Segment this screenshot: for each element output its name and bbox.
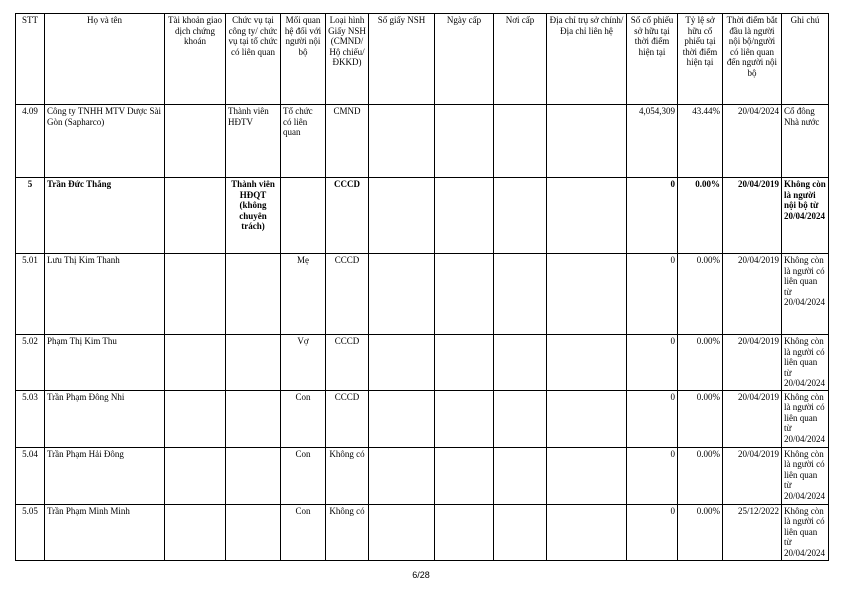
cell-address <box>547 390 627 447</box>
cell-address <box>547 178 627 254</box>
cell-ratio: 0.00% <box>678 447 723 504</box>
cell-relation: Tổ chức có liên quan <box>281 105 326 178</box>
header-account: Tài khoản giao dịch chứng khoán <box>165 14 226 105</box>
cell-issue-date <box>435 447 494 504</box>
cell-account <box>165 447 226 504</box>
cell-ratio: 43.44% <box>678 105 723 178</box>
cell-id-type: CCCD <box>326 335 369 391</box>
cell-address <box>547 447 627 504</box>
cell-id-no <box>369 447 435 504</box>
cell-ratio: 0.00% <box>678 178 723 254</box>
cell-issue-date <box>435 504 494 560</box>
cell-position: Thành viên HĐTV <box>226 105 281 178</box>
cell-ratio: 0.00% <box>678 504 723 560</box>
cell-shares: 0 <box>627 504 678 560</box>
cell-stt: 5.03 <box>16 390 45 447</box>
cell-stt: 5.05 <box>16 504 45 560</box>
cell-name: Công ty TNHH MTV Dược Sài Gòn (Sapharco) <box>45 105 165 178</box>
cell-shares: 0 <box>627 390 678 447</box>
cell-issue-date <box>435 178 494 254</box>
cell-stt: 4.09 <box>16 105 45 178</box>
header-id-no: Số giấy NSH <box>369 14 435 105</box>
header-relation: Mối quan hệ đối với người nội bộ <box>281 14 326 105</box>
cell-since: 25/12/2022 <box>723 504 782 560</box>
cell-account <box>165 254 226 335</box>
table-row <box>16 254 829 335</box>
cell-stt: 5 <box>16 178 45 254</box>
cell-issue-place <box>494 254 547 335</box>
cell-relation: Vợ <box>281 335 326 391</box>
cell-id-no <box>369 178 435 254</box>
header-issue-date: Ngày cấp <box>435 14 494 105</box>
cell-name: Phạm Thị Kim Thu <box>45 335 165 391</box>
cell-note: Không còn là người có liên quan từ 20/04/2024 <box>782 254 829 335</box>
cell-id-no <box>369 390 435 447</box>
cell-stt: 5.04 <box>16 447 45 504</box>
cell-relation <box>281 178 326 254</box>
cell-id-type: CCCD <box>326 390 369 447</box>
cell-relation: Con <box>281 390 326 447</box>
cell-issue-date <box>435 390 494 447</box>
table-row <box>16 390 829 447</box>
cell-shares: 0 <box>627 178 678 254</box>
cell-account <box>165 105 226 178</box>
header-stt: STT <box>16 14 45 105</box>
cell-ratio: 0.00% <box>678 254 723 335</box>
cell-issue-place <box>494 178 547 254</box>
cell-issue-place <box>494 447 547 504</box>
cell-since: 20/04/2019 <box>723 335 782 391</box>
cell-since: 20/04/2024 <box>723 105 782 178</box>
header-since: Thời điểm bắt đầu là người nội bộ/người có liên quan đến người nội bộ <box>723 14 782 105</box>
cell-address <box>547 335 627 391</box>
cell-id-no <box>369 335 435 391</box>
cell-account <box>165 178 226 254</box>
cell-issue-date <box>435 105 494 178</box>
cell-account <box>165 504 226 560</box>
header-note: Ghi chú <box>782 14 829 105</box>
cell-stt: 5.01 <box>16 254 45 335</box>
cell-id-type: CCCD <box>326 178 369 254</box>
table-row <box>16 447 829 504</box>
cell-issue-date <box>435 254 494 335</box>
header-position: Chức vụ tại công ty/ chức vụ tại tổ chức có liên quan <box>226 14 281 105</box>
cell-name: Trần Phạm Đông Nhi <box>45 390 165 447</box>
page-number: 6/28 <box>412 570 430 580</box>
header-address: Địa chỉ trụ sở chính/Địa chỉ liên hệ <box>547 14 627 105</box>
table-row <box>16 105 829 178</box>
cell-ratio: 0.00% <box>678 390 723 447</box>
cell-issue-place <box>494 504 547 560</box>
cell-note: Không còn là người có liên quan từ 20/04/2024 <box>782 504 829 560</box>
cell-ratio: 0.00% <box>678 335 723 391</box>
table-row <box>16 178 829 254</box>
cell-position <box>226 254 281 335</box>
cell-relation: Con <box>281 447 326 504</box>
cell-account <box>165 335 226 391</box>
cell-relation: Mẹ <box>281 254 326 335</box>
header-id-type: Loại hình Giấy NSH (CMND/ Hộ chiếu/ ĐKKD) <box>326 14 369 105</box>
header-shares: Số cổ phiếu sở hữu tại thời điểm hiện tại <box>627 14 678 105</box>
cell-since: 20/04/2019 <box>723 447 782 504</box>
cell-note: Cổ đông Nhà nước <box>782 105 829 178</box>
cell-position: Thành viên HĐQT (không chuyên trách) <box>226 178 281 254</box>
cell-id-no <box>369 105 435 178</box>
cell-id-type: Không có <box>326 504 369 560</box>
header-issue-place: Nơi cấp <box>494 14 547 105</box>
cell-note: Không còn là người có liên quan từ 20/04/2024 <box>782 390 829 447</box>
cell-issue-place <box>494 390 547 447</box>
cell-address <box>547 504 627 560</box>
header-name: Họ và tên <box>45 14 165 105</box>
cell-note: Không còn là người có liên quan từ 20/04/2024 <box>782 447 829 504</box>
cell-position <box>226 447 281 504</box>
cell-shares: 0 <box>627 254 678 335</box>
cell-note: Không còn là người nội bộ từ 20/04/2024 <box>782 178 829 254</box>
cell-id-type: CCCD <box>326 254 369 335</box>
cell-id-no <box>369 254 435 335</box>
cell-shares: 4,054,309 <box>627 105 678 178</box>
insider-table <box>15 13 829 561</box>
cell-issue-place <box>494 335 547 391</box>
cell-id-type: CMND <box>326 105 369 178</box>
cell-since: 20/04/2019 <box>723 178 782 254</box>
cell-stt: 5.02 <box>16 335 45 391</box>
cell-address <box>547 105 627 178</box>
cell-address <box>547 254 627 335</box>
cell-issue-date <box>435 335 494 391</box>
cell-shares: 0 <box>627 335 678 391</box>
cell-position <box>226 390 281 447</box>
cell-name: Trần Phạm Hải Đông <box>45 447 165 504</box>
cell-name: Trần Phạm Minh Minh <box>45 504 165 560</box>
cell-position <box>226 335 281 391</box>
table-row <box>16 335 829 391</box>
cell-account <box>165 390 226 447</box>
header-ratio: Tỷ lệ sở hữu cổ phiếu tại thời điểm hiện tại <box>678 14 723 105</box>
table-row <box>16 504 829 560</box>
cell-since: 20/04/2019 <box>723 390 782 447</box>
cell-id-type: Không có <box>326 447 369 504</box>
cell-name: Lưu Thị Kim Thanh <box>45 254 165 335</box>
cell-relation: Con <box>281 504 326 560</box>
cell-note: Không còn là người có liên quan từ 20/04/2024 <box>782 335 829 391</box>
cell-issue-place <box>494 105 547 178</box>
cell-since: 20/04/2019 <box>723 254 782 335</box>
header-row <box>16 14 829 105</box>
cell-name: Trần Đức Thắng <box>45 178 165 254</box>
cell-position <box>226 504 281 560</box>
cell-shares: 0 <box>627 447 678 504</box>
cell-id-no <box>369 504 435 560</box>
